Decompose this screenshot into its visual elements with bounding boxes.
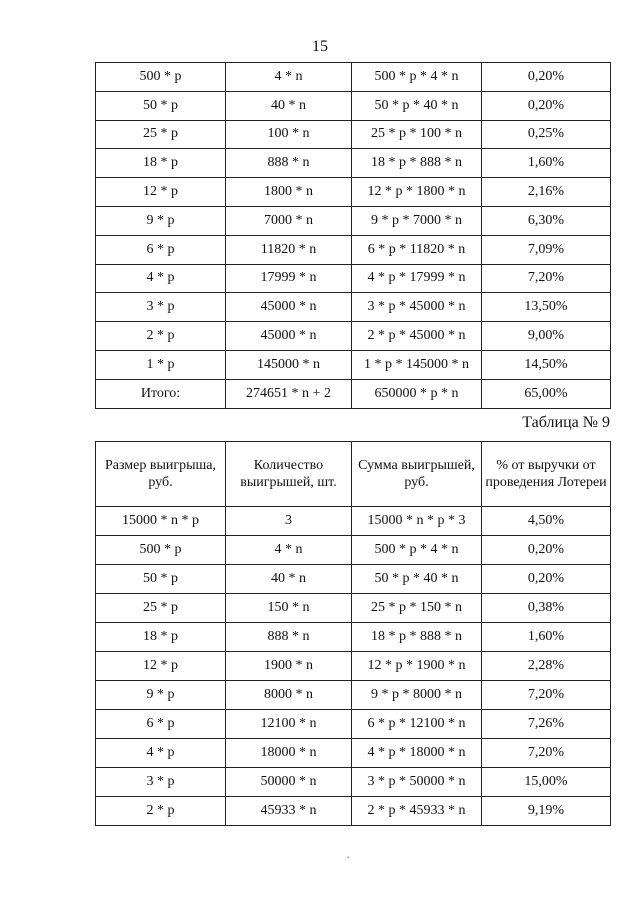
table-row [96, 565, 611, 594]
cell-revenue-percent: 2,16% [482, 178, 611, 207]
cell-revenue-percent: 9,19% [482, 797, 611, 826]
table-row [96, 797, 611, 826]
cell-revenue-percent: 65,00% [482, 379, 611, 408]
table-row [96, 264, 611, 293]
cell-prize-count: 4 * n [226, 536, 352, 565]
cell-prize-sum: 12 * p * 1900 * n [352, 652, 482, 681]
table-row [96, 149, 611, 178]
cell-prize-count: 8000 * n [226, 681, 352, 710]
cell-prize-size: 4 * p [96, 739, 226, 768]
cell-prize-sum: 25 * p * 150 * n [352, 594, 482, 623]
cell-prize-sum: 3 * p * 45000 * n [352, 293, 482, 322]
cell-prize-size: 2 * p [96, 322, 226, 351]
cell-prize-sum: 12 * p * 1800 * n [352, 178, 482, 207]
cell-prize-count: 17999 * n [226, 264, 352, 293]
cell-prize-size: 15000 * n * p [96, 507, 226, 536]
cell-prize-sum: 4 * p * 17999 * n [352, 264, 482, 293]
page-number: 15 [312, 38, 328, 55]
cell-revenue-percent: 1,60% [482, 623, 611, 652]
table-row [96, 120, 611, 149]
table-row [96, 322, 611, 351]
cell-prize-count: 7000 * n [226, 206, 352, 235]
header-revenue-percent: % от выручки от проведения Лотереи [482, 442, 611, 507]
cell-prize-size: 18 * p [96, 623, 226, 652]
cell-prize-count: 150 * n [226, 594, 352, 623]
cell-prize-sum: 50 * p * 40 * n [352, 565, 482, 594]
table-row [96, 768, 611, 797]
cell-prize-size: 25 * p [96, 594, 226, 623]
cell-revenue-percent: 15,00% [482, 768, 611, 797]
cell-prize-size: 9 * p [96, 681, 226, 710]
cell-revenue-percent: 0,20% [482, 91, 611, 120]
cell-revenue-percent: 0,20% [482, 536, 611, 565]
cell-prize-sum: 15000 * n * p * 3 [352, 507, 482, 536]
cell-prize-sum: 25 * p * 100 * n [352, 120, 482, 149]
cell-prize-sum: 9 * p * 7000 * n [352, 206, 482, 235]
cell-prize-sum: 4 * p * 18000 * n [352, 739, 482, 768]
cell-prize-sum: 50 * p * 40 * n [352, 91, 482, 120]
cell-prize-count: 45000 * n [226, 322, 352, 351]
cell-prize-count: 45933 * n [226, 797, 352, 826]
table-row [96, 178, 611, 207]
cell-revenue-percent: 7,20% [482, 264, 611, 293]
table-row [96, 536, 611, 565]
cell-prize-size: 2 * p [96, 797, 226, 826]
table-row [96, 293, 611, 322]
cell-prize-count: 18000 * n [226, 739, 352, 768]
cell-prize-size: 6 * p [96, 235, 226, 264]
lower-prize-table [95, 441, 611, 826]
cell-prize-size: 500 * p [96, 63, 226, 92]
upper-prize-table [95, 62, 611, 409]
table-row [96, 739, 611, 768]
cell-prize-count: 40 * n [226, 91, 352, 120]
table-row [96, 206, 611, 235]
cell-prize-count: 1800 * n [226, 178, 352, 207]
cell-prize-count: 3 [226, 507, 352, 536]
cell-prize-sum: 2 * p * 45933 * n [352, 797, 482, 826]
table-row [96, 710, 611, 739]
cell-prize-count: 100 * n [226, 120, 352, 149]
cell-prize-size: 50 * p [96, 565, 226, 594]
cell-prize-size: 12 * p [96, 652, 226, 681]
header-prize-sum: Сумма выигрышей, руб. [352, 442, 482, 507]
table-row [96, 63, 611, 92]
cell-prize-count: 888 * n [226, 623, 352, 652]
cell-prize-count: 145000 * n [226, 350, 352, 379]
table-row [96, 91, 611, 120]
cell-prize-size: 25 * p [96, 120, 226, 149]
cell-prize-size: 500 * p [96, 536, 226, 565]
cell-revenue-percent: 0,20% [482, 63, 611, 92]
cell-prize-size: 3 * p [96, 768, 226, 797]
cell-prize-size: 3 * p [96, 293, 226, 322]
cell-prize-size: 4 * p [96, 264, 226, 293]
cell-prize-count: 45000 * n [226, 293, 352, 322]
cell-prize-sum: 6 * p * 11820 * n [352, 235, 482, 264]
cell-prize-size: 50 * p [96, 91, 226, 120]
table-row [96, 379, 611, 408]
table-caption: Таблица № 9 [522, 414, 610, 431]
table-row [96, 507, 611, 536]
header-prize-size: Размер выигрыша, руб. [96, 442, 226, 507]
cell-revenue-percent: 6,30% [482, 206, 611, 235]
cell-prize-size: 18 * p [96, 149, 226, 178]
cell-prize-count: 50000 * n [226, 768, 352, 797]
cell-revenue-percent: 0,20% [482, 565, 611, 594]
table-row [96, 235, 611, 264]
cell-revenue-percent: 7,26% [482, 710, 611, 739]
cell-prize-sum: 650000 * p * n [352, 379, 482, 408]
cell-revenue-percent: 7,20% [482, 681, 611, 710]
cell-prize-sum: 500 * p * 4 * n [352, 63, 482, 92]
cell-revenue-percent: 4,50% [482, 507, 611, 536]
cell-prize-count: 11820 * n [226, 235, 352, 264]
cell-prize-sum: 2 * p * 45000 * n [352, 322, 482, 351]
cell-prize-count: 12100 * n [226, 710, 352, 739]
cell-prize-size: Итого: [96, 379, 226, 408]
table-row [96, 652, 611, 681]
table-row [96, 350, 611, 379]
table-row [96, 681, 611, 710]
cell-revenue-percent: 14,50% [482, 350, 611, 379]
cell-revenue-percent: 0,38% [482, 594, 611, 623]
cell-prize-sum: 18 * p * 888 * n [352, 623, 482, 652]
header-prize-count: Количество выигрышей, шт. [226, 442, 352, 507]
cell-revenue-percent: 9,00% [482, 322, 611, 351]
cell-prize-sum: 9 * p * 8000 * n [352, 681, 482, 710]
cell-prize-count: 40 * n [226, 565, 352, 594]
cell-revenue-percent: 0,25% [482, 120, 611, 149]
cell-prize-sum: 6 * p * 12100 * n [352, 710, 482, 739]
cell-prize-sum: 18 * p * 888 * n [352, 149, 482, 178]
table-row [96, 623, 611, 652]
table-row [96, 594, 611, 623]
scan-mark: . [347, 850, 350, 861]
cell-revenue-percent: 7,09% [482, 235, 611, 264]
cell-prize-size: 9 * p [96, 206, 226, 235]
cell-prize-sum: 3 * p * 50000 * n [352, 768, 482, 797]
cell-revenue-percent: 2,28% [482, 652, 611, 681]
cell-prize-size: 1 * p [96, 350, 226, 379]
cell-prize-sum: 1 * p * 145000 * n [352, 350, 482, 379]
cell-prize-sum: 500 * p * 4 * n [352, 536, 482, 565]
cell-revenue-percent: 1,60% [482, 149, 611, 178]
cell-revenue-percent: 7,20% [482, 739, 611, 768]
cell-prize-count: 4 * n [226, 63, 352, 92]
cell-revenue-percent: 13,50% [482, 293, 611, 322]
table-header-row [96, 442, 611, 507]
cell-prize-count: 1900 * n [226, 652, 352, 681]
cell-prize-size: 12 * p [96, 178, 226, 207]
cell-prize-size: 6 * p [96, 710, 226, 739]
cell-prize-count: 888 * n [226, 149, 352, 178]
cell-prize-count: 274651 * n + 2 [226, 379, 352, 408]
